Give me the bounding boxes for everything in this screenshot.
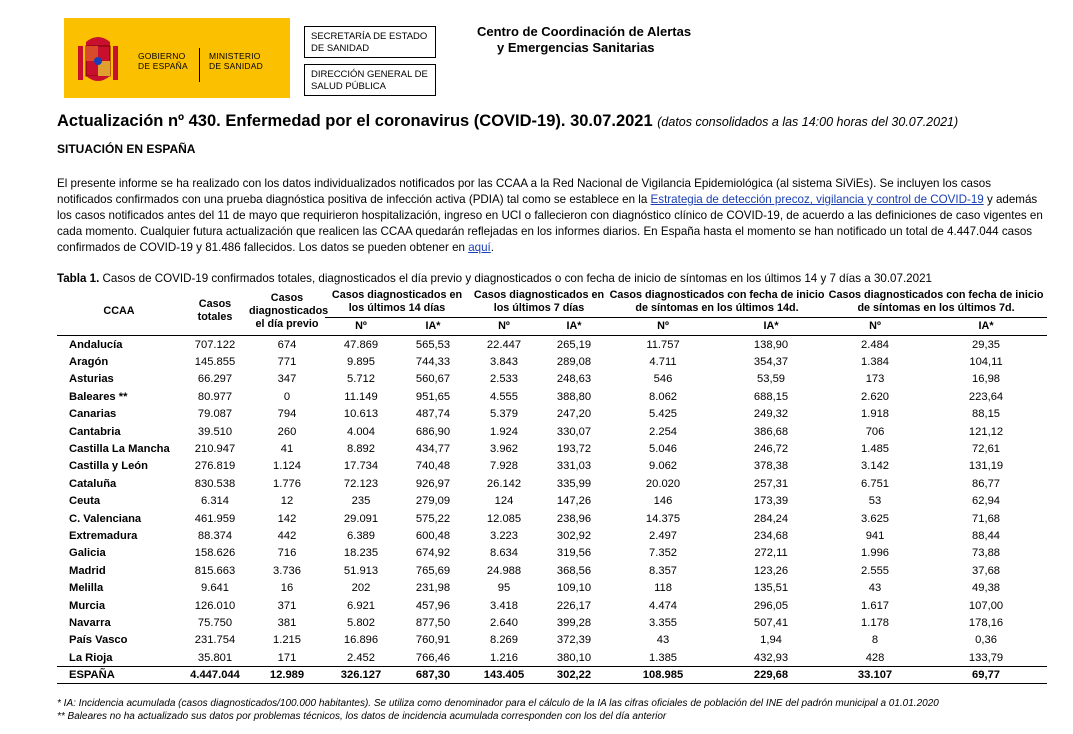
secretaria-line1: SECRETARÍA DE ESTADO — [311, 31, 428, 42]
table-row — [57, 336, 1047, 354]
table-cell: 16.896 — [343, 634, 379, 647]
table-cell: 319,56 — [556, 547, 592, 560]
table-cell: 8.269 — [490, 634, 518, 647]
table-cell: 388,80 — [556, 390, 592, 403]
table-cell: 210.947 — [194, 443, 236, 456]
ccaa-cell: Cataluña — [69, 477, 117, 490]
table-cell: 740,48 — [415, 460, 451, 473]
table-cell: 257,31 — [753, 477, 789, 490]
table-cell: 8.357 — [649, 564, 678, 577]
table-cell: 234,68 — [753, 529, 789, 542]
header-ia: IA* — [566, 320, 582, 332]
table-cell: 380,10 — [556, 651, 592, 664]
table-cell: 231.754 — [194, 634, 236, 647]
table-cell: 5.712 — [347, 373, 375, 386]
table-cell: 399,28 — [556, 616, 592, 629]
table-cell: 2.484 — [861, 338, 890, 351]
table-cell: 378,38 — [753, 460, 789, 473]
ccaa-cell: Madrid — [69, 564, 106, 577]
ccaes-line2: y Emergencias Sanitarias — [497, 40, 655, 55]
total-cell: 4.447.044 — [181, 667, 249, 684]
direccion-line2: SALUD PÚBLICA — [311, 80, 386, 92]
table-cell: 3.625 — [861, 512, 890, 525]
table-cell: 223,64 — [968, 390, 1004, 403]
page-title — [57, 112, 958, 131]
table-footnotes — [57, 698, 939, 723]
table-cell: 674,92 — [415, 547, 451, 560]
table-row — [57, 579, 1047, 596]
table-cell: 2.452 — [347, 651, 375, 664]
table-cell: 158.626 — [194, 547, 236, 560]
table-cell: 107,00 — [968, 599, 1004, 612]
table-cell: 830.538 — [194, 477, 236, 490]
table-caption-label: Tabla 1. — [57, 272, 100, 285]
table-cell: 39.510 — [197, 425, 233, 438]
table-cell: 1.924 — [490, 425, 518, 438]
total-cell: 33.107 — [825, 667, 925, 684]
table-cell: 5.379 — [490, 408, 518, 421]
table-cell: 5.425 — [649, 408, 678, 421]
table-row — [57, 371, 1047, 388]
ccaa-cell: Canarias — [69, 408, 117, 421]
header-n: Nº — [869, 320, 881, 332]
ccaa-cell: Castilla y León — [69, 460, 148, 473]
ministerio-label: MINISTERIO DE SANIDAD — [209, 51, 263, 71]
table-cell: 80.977 — [197, 390, 233, 403]
table-row — [57, 562, 1047, 579]
ccaes-title — [477, 24, 691, 56]
table-row — [57, 388, 1047, 405]
total-cell: 229,68 — [717, 667, 825, 684]
table-cell: 79.087 — [197, 408, 233, 421]
table-row — [57, 423, 1047, 440]
table-row — [57, 510, 1047, 527]
table-cell: 6.314 — [201, 495, 229, 508]
table-cell: 1.216 — [490, 651, 518, 664]
table-cell: 941 — [865, 529, 885, 542]
table-cell: 1.384 — [861, 356, 890, 369]
header-ccaa: CCAA — [103, 304, 135, 317]
table-cell: 118 — [654, 582, 672, 595]
table-cell: 17.734 — [343, 460, 379, 473]
table-cell: 716 — [277, 547, 297, 560]
table-cell: 674 — [277, 338, 297, 351]
table-cell: 760,91 — [415, 634, 451, 647]
table-cell: 66.297 — [197, 373, 233, 386]
table-cell: 9.062 — [649, 460, 678, 473]
ccaa-cell: Asturias — [69, 373, 114, 386]
secretaria-box — [304, 26, 436, 58]
table-cell: 686,90 — [415, 425, 451, 438]
table-cell: 1.918 — [861, 408, 890, 421]
table-cell: 331,03 — [556, 460, 592, 473]
ccaa-cell: Extremadura — [69, 529, 138, 542]
table-cell: 507,41 — [753, 616, 789, 629]
table-caption-text: Casos de COVID-19 confirmados totales, diagnosticados el día previo y diagnosticados o con fecha de inicio de síntomas en los últimos 14 y 7 días a 30.07.2021 — [99, 272, 932, 285]
header-n: Nº — [355, 320, 367, 332]
table-cell: 1.385 — [649, 651, 678, 664]
table-cell: 296,05 — [753, 599, 789, 612]
table-cell: 247,20 — [556, 408, 592, 421]
table-cell: 29,35 — [972, 338, 1001, 351]
secretaria-line2: DE SANIDAD — [311, 42, 370, 54]
header-ia: IA* — [763, 320, 779, 332]
table-cell: 51.913 — [343, 564, 379, 577]
table-cell: 347 — [277, 373, 297, 386]
table-cell: 260 — [277, 425, 297, 438]
table-cell: 279,09 — [415, 495, 451, 508]
ccaa-cell: Galicia — [69, 547, 106, 560]
ccaa-cell: País Vasco — [69, 634, 128, 647]
table-cell: 381 — [277, 616, 297, 629]
table-cell: 0,36 — [975, 634, 997, 647]
table-cell: 18.235 — [343, 547, 379, 560]
table-cell: 428 — [865, 651, 885, 664]
table-cell: 12.085 — [486, 512, 522, 525]
ccaa-cell: La Rioja — [69, 651, 113, 664]
table-cell: 1.485 — [861, 443, 890, 456]
table-total-row — [57, 667, 1047, 684]
table-cell: 26.142 — [486, 477, 522, 490]
ccaa-cell: Andalucía — [69, 338, 123, 351]
table-cell: 766,46 — [415, 651, 451, 664]
header-group-sym14d: Casos diagnosticados con fecha de inicio de síntomas en los últimos 14d. — [609, 287, 825, 318]
header-group-7d: Casos diagnosticados en los últimos 7 días — [469, 287, 609, 318]
table-row — [57, 493, 1047, 510]
table-row — [57, 632, 1047, 649]
table-cell: 4.711 — [649, 356, 677, 369]
table-cell: 3.355 — [649, 616, 678, 629]
table-cell: 43 — [656, 634, 670, 647]
table-cell: 386,68 — [753, 425, 789, 438]
table-cell: 95 — [497, 582, 511, 595]
table-cell: 133,79 — [968, 651, 1004, 664]
table-cell: 8 — [871, 634, 879, 647]
table-cell: 72,61 — [972, 443, 1001, 456]
table-cell: 88,44 — [972, 529, 1001, 542]
table-cell: 0 — [283, 390, 291, 403]
table-cell: 138,90 — [753, 338, 789, 351]
ccaa-cell: Baleares ** — [69, 390, 128, 403]
table-cell: 6.921 — [347, 599, 375, 612]
ccaa-cell: C. Valenciana — [69, 512, 142, 525]
covid-table — [57, 287, 1047, 684]
table-cell: 1.776 — [273, 477, 301, 490]
table-cell: 4.555 — [490, 390, 518, 403]
table-caption — [57, 272, 932, 285]
table-cell: 131,19 — [968, 460, 1004, 473]
table-cell: 600,48 — [415, 529, 451, 542]
table-cell: 6.389 — [347, 529, 375, 542]
table-row — [57, 597, 1047, 614]
table-cell: 11.757 — [646, 338, 680, 351]
table-cell: 16,98 — [972, 373, 1001, 386]
table-cell: 560,67 — [415, 373, 451, 386]
table-cell: 7.352 — [649, 547, 678, 560]
table-row — [57, 475, 1047, 492]
header-total: Casos totales — [197, 298, 233, 323]
table-cell: 124 — [494, 495, 514, 508]
ccaa-cell: Castilla La Mancha — [69, 443, 170, 456]
table-cell: 126.010 — [194, 599, 236, 612]
total-label: ESPAÑA — [57, 667, 181, 684]
table-cell: 88.374 — [197, 529, 233, 542]
table-cell: 707.122 — [194, 338, 236, 351]
table-row — [57, 406, 1047, 423]
table-cell: 249,32 — [753, 408, 789, 421]
table-row — [57, 527, 1047, 544]
header-ia: IA* — [978, 320, 994, 332]
table-cell: 2.555 — [861, 564, 890, 577]
table-cell: 123,26 — [753, 564, 789, 577]
table-cell: 706 — [865, 425, 885, 438]
ccaa-cell: Murcia — [69, 599, 106, 612]
table-row — [57, 353, 1047, 370]
table-cell: 226,17 — [556, 599, 592, 612]
header-n: Nº — [657, 320, 669, 332]
table-row — [57, 649, 1047, 667]
table-cell: 372,39 — [556, 634, 592, 647]
table-cell: 1.996 — [861, 547, 890, 560]
table-cell: 53 — [868, 495, 882, 508]
table-cell: 765,69 — [415, 564, 451, 577]
table-cell: 173 — [865, 373, 885, 386]
table-cell: 238,96 — [556, 512, 592, 525]
table-cell: 3.223 — [490, 529, 518, 542]
table-cell: 5.046 — [649, 443, 678, 456]
table-cell: 145.855 — [194, 356, 236, 369]
table-cell: 4.474 — [649, 599, 678, 612]
direccion-box — [304, 64, 436, 96]
table-cell: 171 — [277, 651, 297, 664]
table-cell: 289,08 — [556, 356, 592, 369]
intro-text-2: y además los casos notificados antes del 11 de mayo que requirieron hospitalización, ingreso en UCI o fallecieron con diagnóstico clínico de COVID-19, de acuerdo a las definiciones de caso vigentes en cada momento. Cualquier futura actualización que realicen las CCAA quedarán reflejadas en los informes diarios. En España hasta el momento se han notificado un total de 4.447.044 casos confirmados de COVID-19 y 81.486 fallecidos. Los datos se pueden obtener en — [57, 193, 1043, 254]
ccaa-cell: Cantabria — [69, 425, 121, 438]
table-cell: 565,53 — [415, 338, 451, 351]
table-row — [57, 440, 1047, 457]
table-cell: 926,97 — [415, 477, 451, 490]
table-cell: 688,15 — [753, 390, 789, 403]
table-cell: 461.959 — [194, 512, 236, 525]
table-cell: 265,19 — [556, 338, 592, 351]
table-cell: 794 — [277, 408, 297, 421]
table-cell: 142 — [277, 512, 297, 525]
table-cell: 24.988 — [486, 564, 522, 577]
table-cell: 75.750 — [197, 616, 233, 629]
table-cell: 53,59 — [757, 373, 786, 386]
table-cell: 9.895 — [347, 356, 375, 369]
total-cell: 143.405 — [469, 667, 539, 684]
table-cell: 8.062 — [649, 390, 678, 403]
table-cell: 354,37 — [753, 356, 789, 369]
table-cell: 231,98 — [415, 582, 451, 595]
total-cell: 302,22 — [539, 667, 609, 684]
header-ia: IA* — [425, 320, 441, 332]
table-cell: 11.149 — [344, 390, 378, 403]
table-cell: 546 — [653, 373, 673, 386]
table-cell: 104,11 — [969, 356, 1003, 369]
table-row — [57, 614, 1047, 631]
table-cell: 71,68 — [972, 512, 1001, 525]
table-cell: 8.634 — [490, 547, 518, 560]
table-cell: 771 — [277, 356, 297, 369]
title-sub: (datos consolidados a las 14:00 horas del 30.07.2021) — [657, 115, 959, 129]
table-cell: 744,33 — [415, 356, 451, 369]
table-cell: 4.004 — [347, 425, 375, 438]
table-cell: 88,15 — [972, 408, 1001, 421]
table-body — [57, 336, 1047, 684]
document-header — [0, 0, 1073, 110]
table-cell: 3.736 — [273, 564, 301, 577]
table-row — [57, 545, 1047, 562]
title-main: Actualización nº 430. Enfermedad por el coronavirus (COVID-19). 30.07.2021 — [57, 112, 653, 130]
total-cell: 108.985 — [609, 667, 717, 684]
table-cell: 1.178 — [861, 616, 890, 629]
table-cell: 62,94 — [972, 495, 1001, 508]
table-cell: 487,74 — [415, 408, 451, 421]
coat-of-arms-icon — [76, 32, 120, 88]
table-cell: 276.819 — [194, 460, 236, 473]
table-cell: 3.142 — [861, 460, 890, 473]
ccaa-cell: Ceuta — [69, 495, 101, 508]
table-cell: 434,77 — [415, 443, 451, 456]
table-cell: 10.613 — [343, 408, 379, 421]
intro-text-1: El presente informe se ha realizado con los datos individualizados notificados por las CCAA a la Red Nacional de Vigilancia Epidemiológica (al sistema SiViEs). Se incluyen los casos notificados confirmados con una prueba diagnóstica positiva de infección activa (PDIA) tal como se establece en la — [57, 177, 992, 206]
gobierno-label: GOBIERNO DE ESPAÑA — [138, 51, 188, 71]
table-cell: 2.640 — [490, 616, 518, 629]
table-cell: 37,68 — [972, 564, 1001, 577]
table-cell: 202 — [351, 582, 371, 595]
table-cell: 35.801 — [197, 651, 233, 664]
table-cell: 371 — [277, 599, 297, 612]
table-cell: 335,99 — [556, 477, 592, 490]
gobierno-logo — [64, 18, 290, 98]
table-cell: 2.620 — [861, 390, 890, 403]
table-cell: 815.663 — [194, 564, 236, 577]
table-cell: 43 — [868, 582, 882, 595]
section-heading: SITUACIÓN EN ESPAÑA — [57, 142, 196, 156]
header-n: Nº — [498, 320, 510, 332]
table-cell: 330,07 — [556, 425, 592, 438]
table-cell: 248,63 — [556, 373, 592, 386]
table-cell: 235 — [351, 495, 371, 508]
table-cell: 442 — [277, 529, 297, 542]
table-cell: 432,93 — [753, 651, 789, 664]
table-cell: 16 — [280, 582, 294, 595]
ccaa-cell: Aragón — [69, 356, 109, 369]
intro-text-3: . — [490, 241, 494, 254]
table-cell: 178,16 — [968, 616, 1004, 629]
table-cell: 121,12 — [968, 425, 1004, 438]
strategy-link[interactable]: Estrategia de detección precoz, vigilancia y control de COVID-19 — [650, 193, 984, 206]
table-cell: 22.447 — [486, 338, 522, 351]
ccaes-line1: Centro de Coordinación de Alertas — [477, 24, 692, 39]
table-cell: 7.928 — [490, 460, 518, 473]
total-cell: 326.127 — [325, 667, 397, 684]
header-group-sym7d: Casos diagnosticados con fecha de inicio de síntomas en los últimos 7d. — [825, 287, 1047, 318]
header-prev: Casos diagnosticados el día previo — [249, 291, 329, 330]
table-cell: 1.124 — [273, 460, 301, 473]
table-cell: 47.869 — [343, 338, 379, 351]
table-row — [57, 458, 1047, 475]
table-cell: 9.641 — [201, 582, 229, 595]
table-cell: 1.215 — [273, 634, 301, 647]
table-cell: 2.497 — [649, 529, 678, 542]
table-cell: 951,65 — [415, 390, 451, 403]
ccaa-cell: Melilla — [69, 582, 104, 595]
table-cell: 49,38 — [972, 582, 1001, 595]
table-cell: 193,72 — [556, 443, 592, 456]
total-cell: 12.989 — [249, 667, 325, 684]
table-cell: 8.892 — [347, 443, 375, 456]
table-cell: 1,94 — [760, 634, 782, 647]
footnote-baleares: ** Baleares no ha actualizado sus datos por problemas técnicos, los datos de incidencia acumulada corresponden con los del día anterior — [57, 710, 667, 722]
table-cell: 135,51 — [753, 582, 789, 595]
logo-divider — [199, 48, 200, 82]
table-cell: 41 — [280, 443, 294, 456]
table-cell: 6.751 — [861, 477, 890, 490]
total-cell: 687,30 — [397, 667, 469, 684]
table-cell: 147,26 — [556, 495, 592, 508]
table-cell: 457,96 — [415, 599, 451, 612]
total-cell: 69,77 — [925, 667, 1047, 684]
table-cell: 575,22 — [415, 512, 451, 525]
table-cell: 109,10 — [556, 582, 592, 595]
table-cell: 284,24 — [753, 512, 789, 525]
ccaa-cell: Navarra — [69, 616, 111, 629]
table-cell: 12 — [280, 495, 294, 508]
table-cell: 302,92 — [556, 529, 592, 542]
data-link[interactable]: aquí — [468, 241, 491, 254]
header-group-14d: Casos diagnosticados en los últimos 14 días — [325, 287, 469, 318]
table-cell: 246,72 — [753, 443, 789, 456]
direccion-line1: DIRECCIÓN GENERAL DE — [311, 69, 428, 80]
table-cell: 5.802 — [347, 616, 375, 629]
table-cell: 173,39 — [753, 495, 789, 508]
table-cell: 20.020 — [645, 477, 681, 490]
table-cell: 72.123 — [343, 477, 379, 490]
table-cell: 1.617 — [861, 599, 890, 612]
table-cell: 73,88 — [972, 547, 1001, 560]
table-cell: 86,77 — [972, 477, 1001, 490]
table-cell: 3.843 — [490, 356, 518, 369]
table-cell: 272,11 — [754, 547, 788, 560]
table-cell: 368,56 — [556, 564, 592, 577]
table-cell: 2.254 — [649, 425, 678, 438]
footnote-ia: * IA: Incidencia acumulada (casos diagnosticados/100.000 habitantes). Se utiliza como denominador para el cálculo de la IA las cifras oficiales de población del INE del padrón municipal a 01.01.2020 — [57, 698, 939, 709]
table-cell: 14.375 — [645, 512, 681, 525]
table-cell: 3.418 — [490, 599, 518, 612]
table-cell: 877,50 — [415, 616, 451, 629]
intro-paragraph — [57, 176, 1047, 256]
table-cell: 146 — [653, 495, 673, 508]
table-cell: 29.091 — [343, 512, 379, 525]
table-cell: 3.962 — [490, 443, 518, 456]
table-cell: 2.533 — [490, 373, 518, 386]
